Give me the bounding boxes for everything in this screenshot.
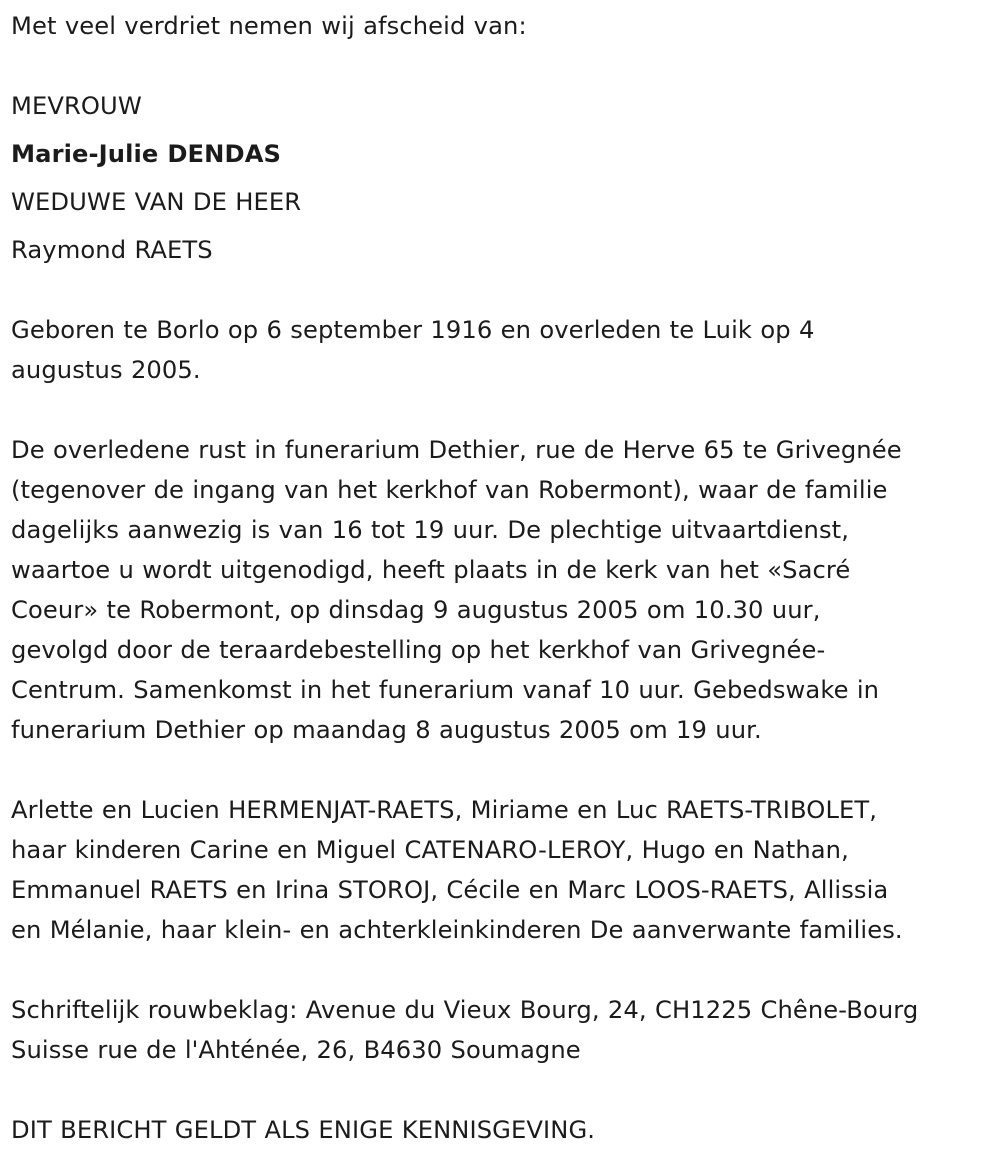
closing-notice: DIT BERICHT GELDT ALS ENIGE KENNISGEVING. [11,1116,596,1144]
paragraph-line: en Mélanie, haar klein- en achterkleinkinderen De aanverwante families. [11,916,903,944]
paragraph-line: Geboren te Borlo op 6 september 1916 en overleden te Luik op 4 [11,316,815,344]
intro-line: Met veel verdriet nemen wij afscheid van: [11,12,527,40]
paragraph-line: funerarium Dethier op maandag 8 augustus 2005 om 19 uur. [11,716,762,744]
paragraph-line: haar kinderen Carine en Miguel CATENARO-LEROY, Hugo en Nathan, [11,836,849,864]
paragraph-line: gevolgd door de teraardebestelling op het kerkhof van Grivegnée- [11,636,826,664]
paragraph-line: Centrum. Samenkomst in het funerarium vanaf 10 uur. Gebedswake in [11,676,880,704]
paragraph-line: waartoe u wordt uitgenodigd, heeft plaats in de kerk van het «Sacré [11,556,851,584]
paragraph-line: Suisse rue de l'Ahténée, 26, B4630 Soumagne [11,1036,581,1064]
honorific: MEVROUW [11,92,142,120]
paragraph-line: De overledene rust in funerarium Dethier, rue de Herve 65 te Grivegnée [11,436,902,464]
paragraph-line: Coeur» te Robermont, op dinsdag 9 augustus 2005 om 10.30 uur, [11,596,821,624]
paragraph-line: Arlette en Lucien HERMENJAT-RAETS, Miriame en Luc RAETS-TRIBOLET, [11,796,878,824]
spouse-name: Raymond RAETS [11,236,213,264]
paragraph-line: Emmanuel RAETS en Irina STOROJ, Cécile en Marc LOOS-RAETS, Allissia [11,876,889,904]
paragraph-line: augustus 2005. [11,356,201,384]
paragraph-line: Schriftelijk rouwbeklag: Avenue du Vieux Bourg, 24, CH1225 Chêne-Bourg [11,996,919,1024]
widow-of-label: WEDUWE VAN DE HEER [11,188,302,216]
paragraph-line: (tegenover de ingang van het kerkhof van Robermont), waar de familie [11,476,888,504]
paragraph-line: dagelijks aanwezig is van 16 tot 19 uur. De plechtige uitvaartdienst, [11,516,850,544]
deceased-name: Marie-Julie DENDAS [11,140,282,168]
